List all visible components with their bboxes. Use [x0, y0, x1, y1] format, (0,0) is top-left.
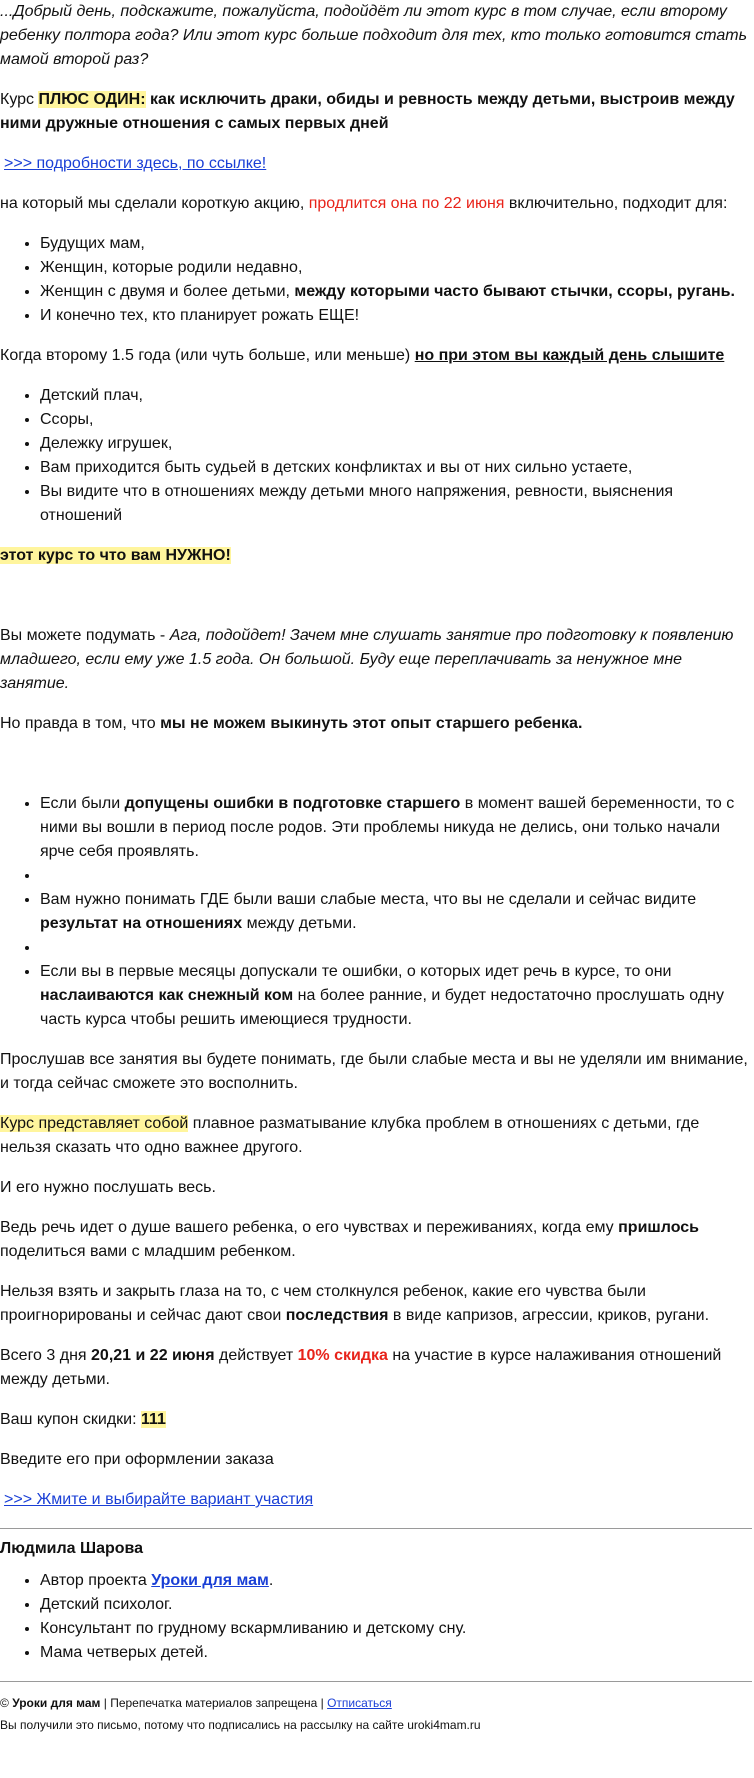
list-item: • Вы видите что в отношениях между детьми много напряжения, ревности, выяснения отношений	[40, 480, 752, 528]
divider	[0, 1528, 752, 1529]
intro-question: ...Добрый день, подскажите, пожалуйста, подойдёт ли этот курс в том случае, если второму ребенку полтора года? Или этот курс больше подходит для тех, кто только готовится стать мамой второй раз?	[0, 3, 748, 68]
list-item: • Если вы в первые месяцы допускали те ошибки, о которых идет речь в курсе, то они наслаиваются как снежный ком на более ранние, и будет недостаточно прослушать одну часть курса чтобы решить имеющиеся трудности.	[40, 960, 752, 1032]
empty-list-item	[40, 864, 752, 888]
details-link-paragraph	[0, 152, 752, 176]
list-item: • Детский плач,	[40, 384, 752, 408]
coupon-line: Ваш купон скидки: 111	[0, 1411, 166, 1428]
list-item: • Вам нужно понимать ГДЕ были ваши слабые места, что вы не сделали и сейчас видите результат на отношениях между детьми.	[40, 888, 752, 936]
project-link[interactable]: Уроки для мам	[151, 1572, 269, 1589]
spacer	[0, 584, 752, 624]
soul-paragraph: Ведь речь идет о душе вашего ребенка, о его чувствах и переживаниях, когда ему пришлось поделиться вами с младшим ребенком.	[0, 1219, 699, 1260]
cta-link-paragraph	[0, 1488, 752, 1512]
list-item: • Ссоры,	[40, 408, 752, 432]
footer-reason: Вы получили это письмо, потому что подписались на рассылку на сайте uroki4mam.ru	[0, 1718, 481, 1732]
divider	[0, 1681, 752, 1682]
promo-line: на который мы сделали короткую акцию, продлится она по 22 июня включительно, подходит для:	[0, 195, 728, 212]
list-item: • Мама четверых детей.	[40, 1641, 752, 1665]
discount-paragraph: Всего 3 дня 20,21 и 22 июня действует 10% скидка на участие в курсе налаживания отношений между детьми.	[0, 1347, 722, 1388]
list-item: • Дележку игрушек,	[40, 432, 752, 456]
unwinding: Курс представляет собой плавное разматывание клубка проблем в отношениях с детьми, где нельзя сказать что одно важнее другого.	[0, 1115, 700, 1156]
objection: Вы можете подумать - Ага, подойдет! Зачем мне слушать занятие про подготовку к появлению младшего, если ему уже 1.5 года. Он большой. Буду еще переплачивать за ненужное мне занятие.	[0, 627, 734, 692]
list-item: • Консультант по грудному вскармливанию и детскому сну.	[40, 1617, 752, 1641]
list-item: • Вам приходится быть судьей в детских конфликтах и вы от них сильно устаете,	[40, 456, 752, 480]
need-course: этот курс то что вам НУЖНО!	[0, 547, 231, 564]
audience-list	[0, 232, 752, 328]
coupon-code: 111	[140, 1411, 166, 1428]
truth: Но правда в том, что мы не можем выкинуть этот опыт старшего ребенка.	[0, 715, 583, 732]
list-item: • Женщин с двумя и более детьми, между которыми часто бывают стычки, ссоры, ругань.	[40, 280, 752, 304]
list-item: • Будущих мам,	[40, 232, 752, 256]
author-name: Людмила Шарова	[0, 1540, 144, 1557]
author-roles-list	[0, 1569, 752, 1665]
symptoms-list	[0, 384, 752, 528]
course-title: Курс ПЛЮС ОДИН: как исключить драки, обиды и ревность между детьми, выстроив между ними дружные отношения с самых первых дней	[0, 91, 735, 132]
course-name: ПЛЮС ОДИН:	[38, 91, 146, 108]
list-item: • И конечно тех, кто планирует рожать ЕЩЕ!	[40, 304, 752, 328]
enter-code: Введите его при оформлении заказа	[0, 1451, 274, 1468]
details-link[interactable]: >>> подробности здесь, по ссылке!	[4, 155, 267, 172]
cta-link[interactable]: >>> Жмите и выбирайте вариант участия	[4, 1491, 314, 1508]
listen-all: И его нужно послушать весь.	[0, 1179, 216, 1196]
footer-line: © Уроки для мам | Перепечатка материалов запрещена | Отписаться	[0, 1696, 392, 1710]
list-item: • Детский психолог.	[40, 1593, 752, 1617]
empty-list-item	[40, 936, 752, 960]
list-item: • Если были допущены ошибки в подготовке старшего в момент вашей беременности, то с ними вы вошли в период после родов. Эти проблемы никуда не делись, они только начали ярче себя проявлять.	[40, 792, 752, 864]
spacer	[0, 752, 752, 792]
footer	[0, 1692, 752, 1736]
reasons-list	[0, 792, 752, 1032]
list-item: • Автор проекта Уроки для мам.	[40, 1569, 752, 1593]
after-listening: Прослушав все занятия вы будете понимать, где были слабые места и вы не уделяли им внимание, и тогда сейчас сможете это восполнить.	[0, 1051, 748, 1092]
consequences-paragraph: Нельзя взять и закрыть глаза на то, с чем столкнулся ребенок, какие его чувства были проигнорированы и сейчас дают свои последствия в виде капризов, агрессии, криков, ругани.	[0, 1283, 710, 1324]
second-child-line: Когда второму 1.5 года (или чуть больше, или меньше) но при этом вы каждый день слышите	[0, 347, 725, 364]
unsubscribe-link[interactable]: Отписаться	[327, 1696, 392, 1710]
list-item: • Женщин, которые родили недавно,	[40, 256, 752, 280]
